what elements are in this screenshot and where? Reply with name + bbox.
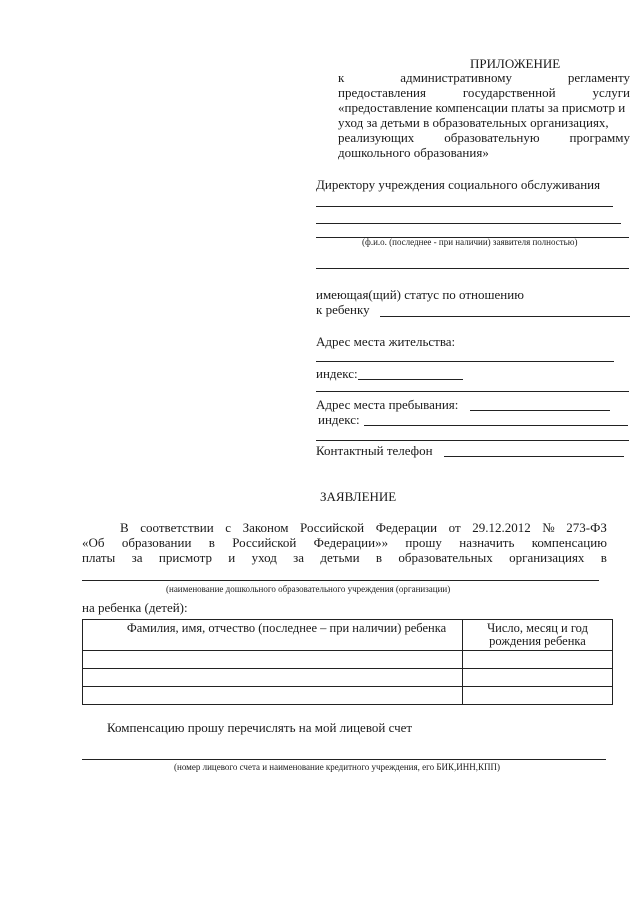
account-line[interactable]	[82, 759, 606, 760]
residence-address-line[interactable]	[316, 361, 614, 362]
appendix-line	[338, 85, 630, 100]
for-children-label: на ребенка (детей):	[82, 600, 188, 615]
child-label: к ребенку	[316, 302, 370, 317]
statement-word: в	[208, 535, 215, 550]
compensation-label: Компенсацию прошу перечислять на мой лицевой счет	[107, 720, 413, 735]
residence-address-label: Адрес места жительства:	[316, 334, 456, 349]
appendix-word: предоставления	[338, 85, 426, 100]
statement-word: от	[448, 520, 461, 535]
appendix-line	[338, 145, 630, 160]
stay-extra-line[interactable]	[316, 440, 629, 441]
statement-word: соответствии	[140, 520, 214, 535]
statement-word: за	[293, 550, 305, 565]
statement-word: образовательных	[398, 550, 493, 565]
statement-word: и	[228, 550, 236, 565]
appendix-line	[338, 70, 630, 85]
org-name-line[interactable]	[82, 580, 599, 581]
table-cell-name[interactable]	[83, 669, 463, 687]
statement-word: детьми	[320, 550, 360, 565]
table-row	[83, 687, 613, 705]
table-header-row	[83, 620, 613, 651]
appendix-word: административному	[400, 70, 512, 85]
appendix-line	[338, 100, 630, 115]
director-line-1[interactable]	[316, 206, 613, 207]
statement-word: В	[120, 520, 129, 535]
table-cell-birthdate[interactable]	[463, 669, 613, 687]
statement-word: Законом	[242, 520, 289, 535]
statement-word: присмотр	[158, 550, 212, 565]
child-line[interactable]	[380, 316, 630, 317]
table-row	[83, 651, 613, 669]
statement-word: платы	[82, 550, 116, 565]
stay-address-line[interactable]	[470, 410, 610, 411]
statement-word: организациях	[509, 550, 585, 565]
table-header-name: Фамилия, имя, отчество (последнее – при наличии) ребенка	[83, 620, 463, 651]
statement-word: с	[225, 520, 232, 535]
phone-line[interactable]	[444, 456, 624, 457]
statement-word: Российской	[300, 520, 365, 535]
phone-label: Контактный телефон	[316, 443, 433, 458]
statement-word: №	[542, 520, 555, 535]
appendix-word: дошкольного образования»	[338, 145, 489, 160]
statement-word: компенсацию	[531, 535, 607, 550]
statement-word: Федерации	[375, 520, 438, 535]
appendix-word: программу	[569, 130, 630, 145]
statement-word: «Об	[82, 535, 105, 550]
statement-word: назначить	[459, 535, 515, 550]
residence-extra-line[interactable]	[316, 391, 629, 392]
appendix-word: регламенту	[567, 70, 630, 85]
children-table	[82, 619, 613, 705]
statement-line	[82, 520, 607, 535]
table-cell-name[interactable]	[83, 651, 463, 669]
appendix-word: «предоставление компенсации платы за присмотр и	[338, 100, 626, 115]
statement-word: за	[131, 550, 143, 565]
appendix-text	[338, 70, 630, 160]
appendix-word: реализующих	[338, 130, 415, 145]
table-header-birthdate: Число, месяц и год рождения ребенка	[463, 620, 613, 651]
statement-word: образовании	[121, 535, 192, 550]
index-line-2[interactable]	[364, 425, 628, 426]
applicant-line[interactable]	[316, 268, 629, 269]
appendix-word: государственной	[462, 85, 556, 100]
account-caption: (номер лицевого счета и наименование кредитного учреждения, его БИК,ИНН,КПП)	[174, 762, 501, 772]
org-caption: (наименование дошкольного образовательного учреждения (организации)	[166, 584, 451, 594]
statement-word: в	[375, 550, 383, 565]
appendix-word: уход за детьми в образовательных организациях,	[338, 115, 609, 130]
appendix-word: образовательную	[444, 130, 540, 145]
stay-address-label: Адрес места пребывания:	[316, 397, 459, 412]
director-label: Директору учреждения социального обслуживания	[316, 177, 601, 192]
table-cell-birthdate[interactable]	[463, 651, 613, 669]
statement-body	[82, 520, 607, 565]
appendix-word: услуги	[592, 85, 630, 100]
statement-word: 273-ФЗ	[566, 520, 607, 535]
index-label-2: индекс:	[318, 412, 360, 427]
statement-word: уход	[251, 550, 277, 565]
statement-word: Федерации»»	[313, 535, 389, 550]
statement-word: в	[600, 550, 607, 565]
appendix-word: к	[338, 70, 345, 85]
appendix-line	[338, 130, 630, 145]
statement-word: прошу	[405, 535, 442, 550]
director-line-2[interactable]	[316, 223, 621, 224]
statement-line	[82, 535, 607, 550]
index-line-1[interactable]	[358, 379, 463, 380]
statement-word: Российской	[232, 535, 297, 550]
table-cell-birthdate[interactable]	[463, 687, 613, 705]
fio-caption: (ф.и.о. (последнее - при наличии) заявителя полностью)	[362, 237, 578, 247]
appendix-title: ПРИЛОЖЕНИЕ	[470, 56, 561, 71]
index-label-1: индекс:	[316, 366, 358, 381]
table-cell-name[interactable]	[83, 687, 463, 705]
status-label: имеющая(щий) статус по отношению	[316, 287, 524, 302]
statement-word: 29.12.2012	[472, 520, 531, 535]
statement-line	[82, 550, 607, 565]
appendix-line	[338, 115, 630, 130]
statement-title: ЗАЯВЛЕНИЕ	[320, 489, 397, 504]
table-row	[83, 669, 613, 687]
